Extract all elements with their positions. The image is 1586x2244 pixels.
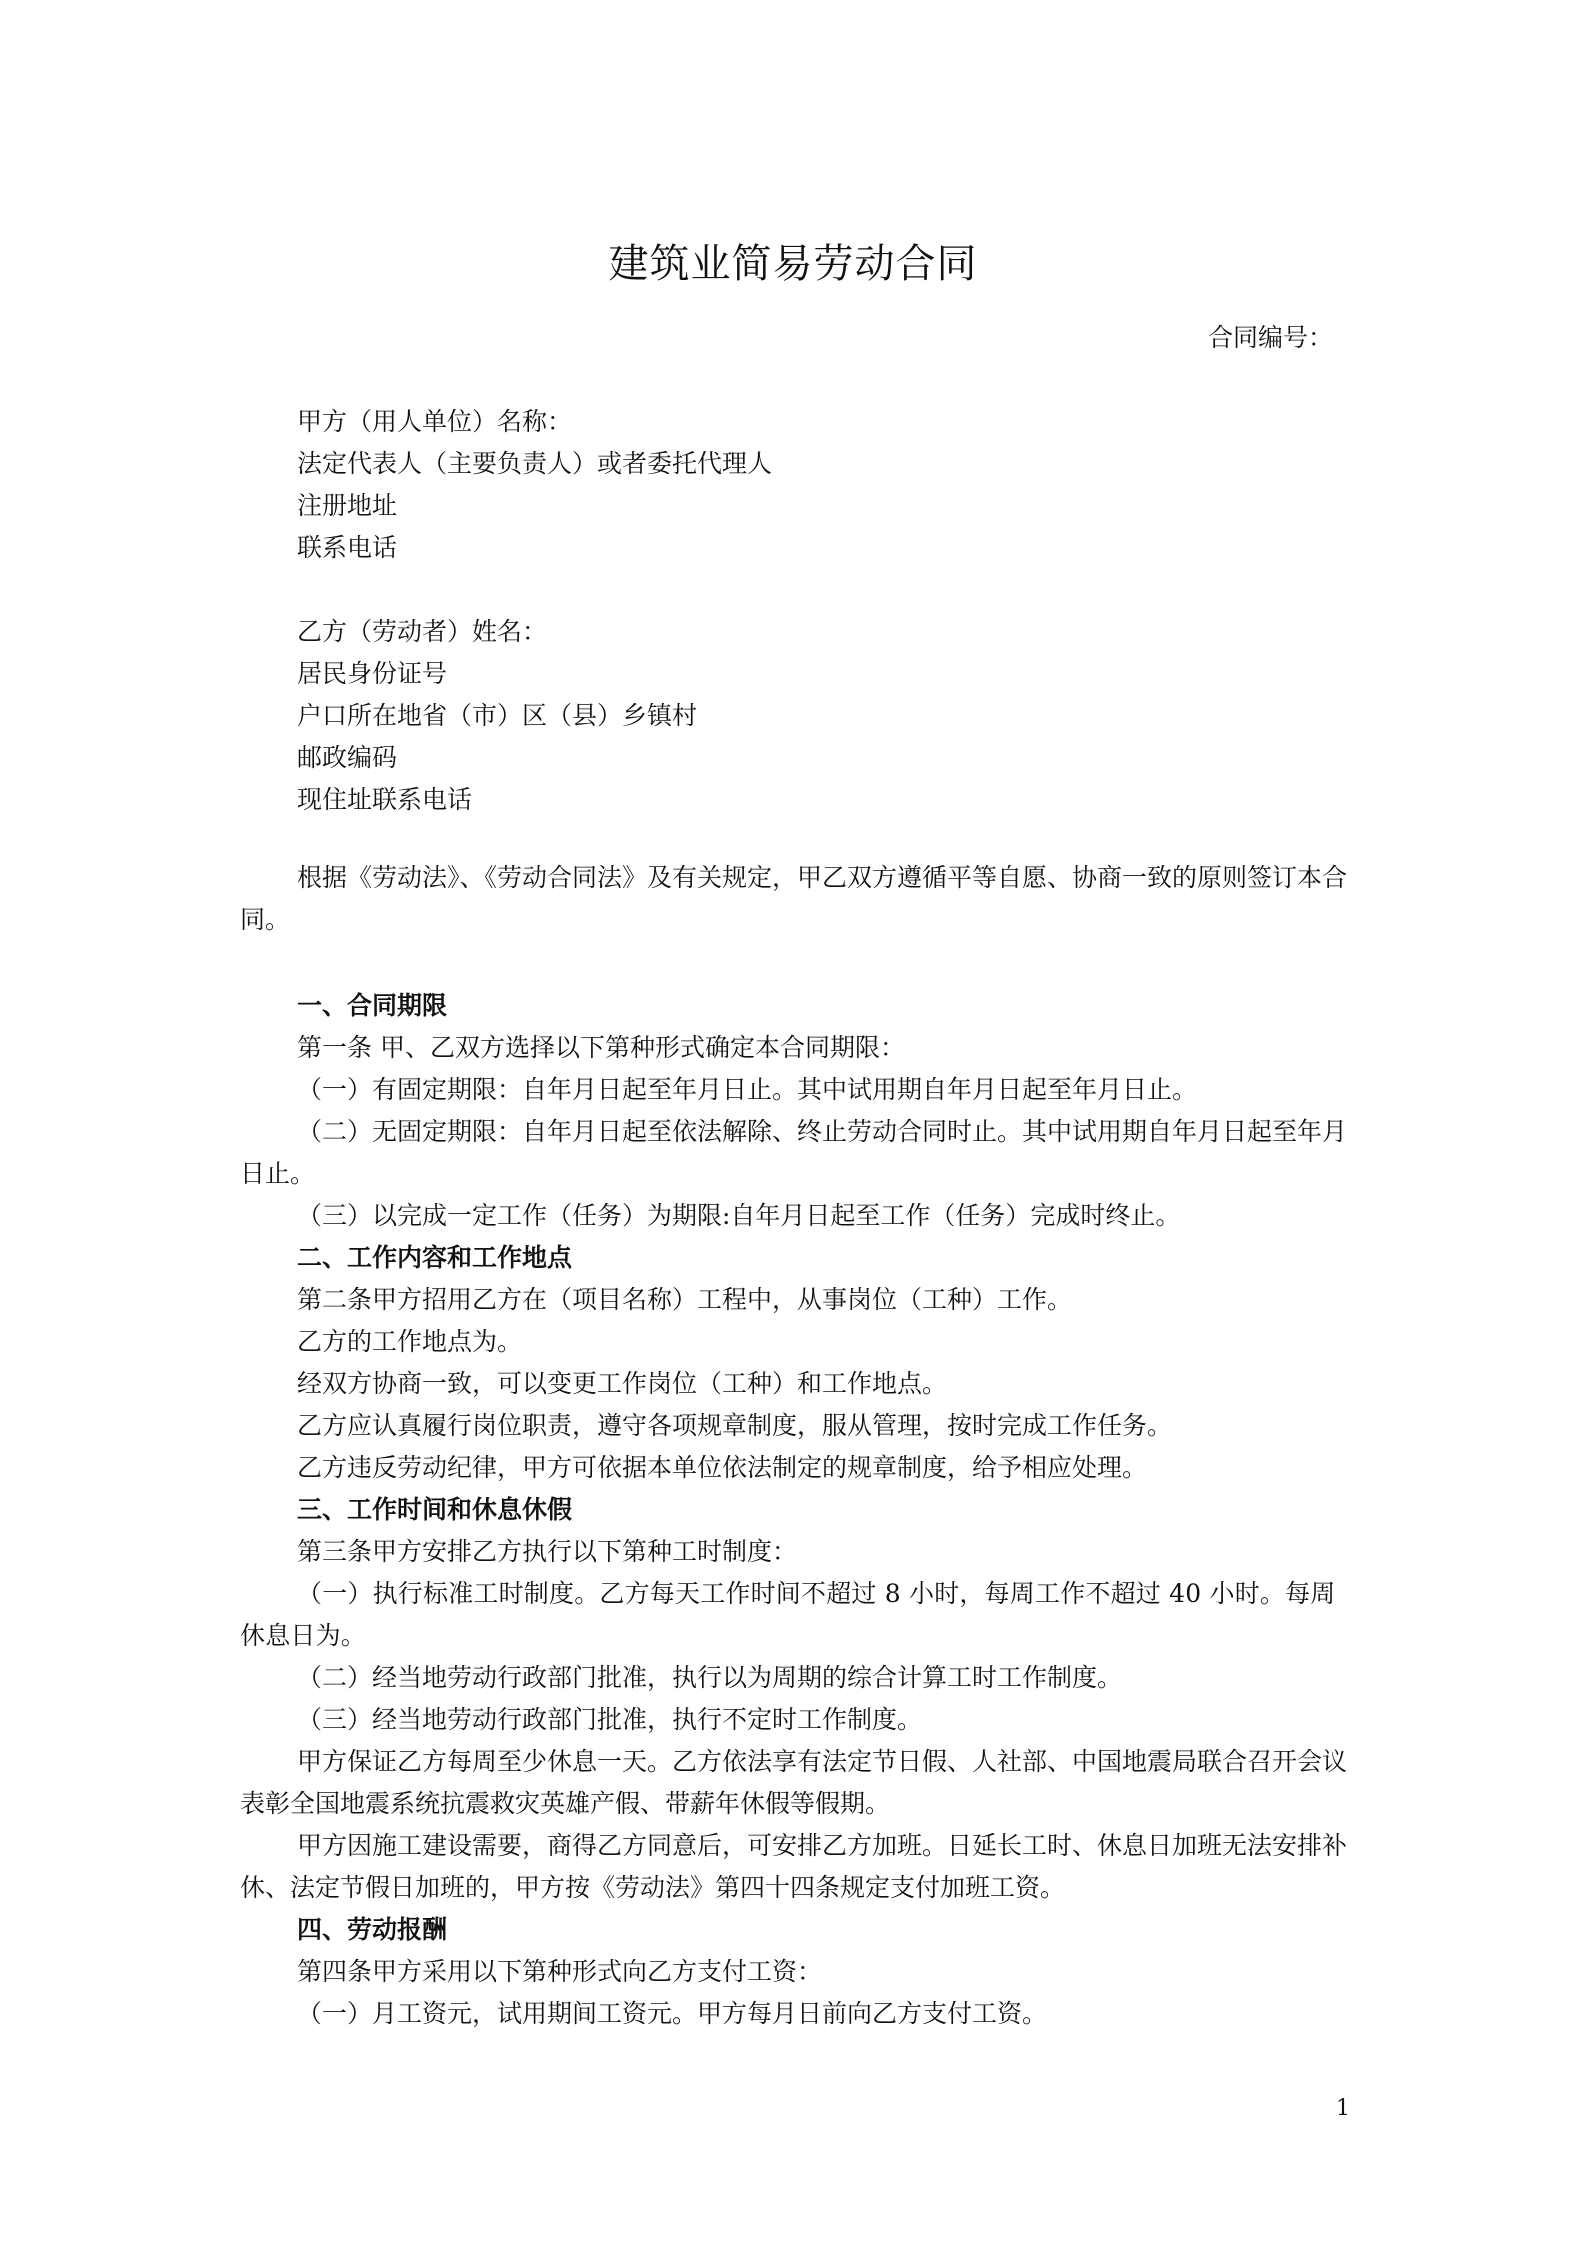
document-title: 建筑业简易劳动合同: [608, 241, 978, 287]
article-4-option-1: （一）月工资元，试用期间工资元。甲方每月日前向乙方支付工资。: [297, 1999, 1048, 2028]
article-3-option-1: （一）执行标准工时制度。乙方每天工作时间不超过 8 小时，每周工作不超过 40 小时。每周休息日为。: [240, 1579, 1336, 1650]
party-a-phone: 联系电话: [297, 533, 398, 562]
leave-paragraph: 甲方保证乙方每周至少休息一天。乙方依法享有法定节日假、人社部、中国地震局联合召开会议表彰全国地震系统抗震救灾英雄产假、带薪年休假等假期。: [240, 1747, 1348, 1818]
section-4-heading: 四、劳动报酬: [297, 1915, 448, 1944]
party-a-name: 甲方（用人单位）名称：: [297, 407, 573, 436]
discipline-paragraph: 乙方违反劳动纪律，甲方可依据本单位依法制定的规章制度，给予相应处理。: [297, 1453, 1148, 1482]
article-3-option-3: （三）经当地劳动行政部门批准，执行不定时工作制度。: [297, 1705, 923, 1734]
party-b-hukou: 户口所在地省（市）区（县）乡镇村: [297, 701, 698, 730]
party-a-legal-rep: 法定代表人（主要负责人）或者委托代理人: [297, 449, 773, 478]
work-location: 乙方的工作地点为。: [297, 1327, 523, 1356]
contract-number-label: 合同编号：: [1208, 323, 1334, 352]
article-4: 第四条甲方采用以下第种形式向乙方支付工资：: [297, 1957, 823, 1986]
duties-paragraph: 乙方应认真履行岗位职责，遵守各项规章制度，服从管理，按时完成工作任务。: [297, 1411, 1173, 1440]
page-number: 1: [1336, 2096, 1350, 2121]
article-3-option-2: （二）经当地劳动行政部门批准，执行以为周期的综合计算工时工作制度。: [297, 1663, 1123, 1692]
overtime-paragraph: 甲方因施工建设需要，商得乙方同意后，可安排乙方加班。日延长工时、休息日加班无法安排补休、法定节假日加班的，甲方按《劳动法》第四十四条规定支付加班工资。: [240, 1831, 1348, 1902]
change-by-agreement: 经双方协商一致，可以变更工作岗位（工种）和工作地点。: [297, 1369, 948, 1398]
article-1: 第一条 甲、乙双方选择以下第种形式确定本合同期限：: [297, 1033, 905, 1062]
party-a-address: 注册地址: [297, 491, 398, 520]
section-3-heading: 三、工作时间和休息休假: [297, 1495, 573, 1524]
preamble-paragraph: 根据《劳动法》、《劳动合同法》及有关规定，甲乙双方遵循平等自愿、协商一致的原则签订本合同。: [240, 863, 1348, 934]
party-b-id-number: 居民身份证号: [297, 659, 448, 688]
article-1-option-3: （三）以完成一定工作（任务）为期限:自年月日起至工作（任务）完成时终止。: [297, 1201, 1181, 1230]
section-2-heading: 二、工作内容和工作地点: [297, 1243, 573, 1272]
party-b-name: 乙方（劳动者）姓名：: [297, 617, 548, 646]
party-b-postcode: 邮政编码: [297, 743, 398, 772]
article-1-option-1: （一）有固定期限：自年月日起至年月日止。其中试用期自年月日起至年月日止。: [297, 1075, 1198, 1104]
article-2: 第二条甲方招用乙方在（项目名称）工程中，从事岗位（工种）工作。: [297, 1285, 1073, 1314]
article-3: 第三条甲方安排乙方执行以下第种工时制度：: [297, 1537, 798, 1566]
article-1-option-2: （二）无固定期限：自年月日起至依法解除、终止劳动合同时止。其中试用期自年月日起至年月日止。: [240, 1117, 1348, 1188]
section-1-heading: 一、合同期限: [297, 991, 448, 1020]
party-b-address-phone: 现住址联系电话: [297, 785, 473, 814]
